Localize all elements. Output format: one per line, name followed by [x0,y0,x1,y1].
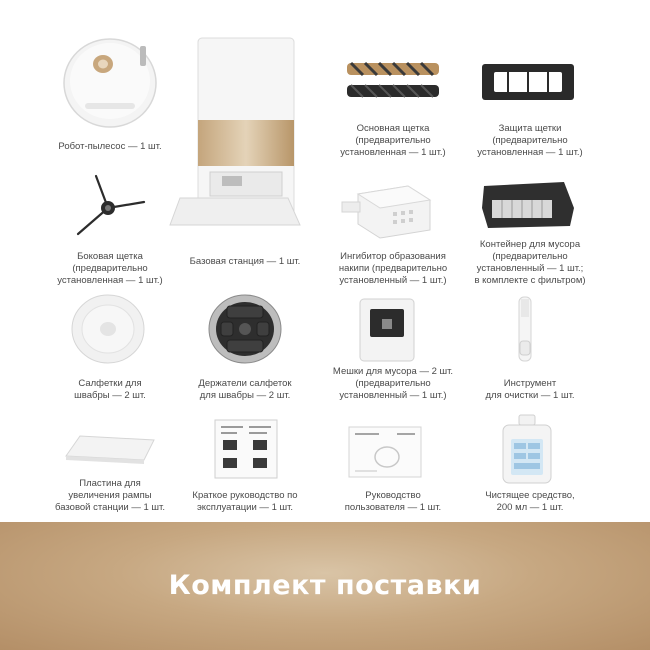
scale-inhibitor-image [338,180,438,240]
banner [0,522,650,650]
cleaning-tool-caption: Инструмент для очистки — 1 шт. [485,378,575,401]
brush-guard-caption: Защита щетки (предварительно установленная — 1 шт.) [477,123,583,158]
ramp-plate-caption: Пластина для увеличения рампы базовой станции — 1 шт. [55,478,165,513]
robot-vacuum-image [55,28,165,133]
robot-vacuum-caption: Робот-пылесос — 1 шт. [58,141,162,152]
mop-pads-caption: Салфетки для швабры — 2 шт. [74,378,146,401]
quick-guide-caption: Краткое руководство по эксплуатации — 1 шт. [192,490,298,513]
side-brush-image [68,172,148,242]
side-brush-caption: Боковая щетка (предварительно установленная — 1 шт.) [57,251,163,286]
main-brush-image [343,55,443,105]
base-station-caption: Базовая станция — 1 шт. [189,256,301,267]
base-station-image [160,30,310,230]
banner-title: Комплект поставки [168,570,482,601]
user-manual-caption: Руководство пользователя — 1 шт. [344,490,442,513]
dust-bags-image [352,295,422,365]
cleaning-solution-caption: Чистящее средство, 200 мл — 1 шт. [485,490,575,513]
mop-holders-image [205,292,285,366]
cleaning-tool-image [505,293,545,365]
quick-guide-image [213,418,279,480]
dust-bin-caption: Контейнер для мусора (предварительно установленный — 1 шт.; в комплекте с фильтром) [474,239,586,286]
dust-bags-caption: Мешки для мусора — 2 шт. (предварительно установленный — 1 шт.) [332,366,454,401]
mop-pads-image [68,292,148,366]
dust-bin-image [478,178,578,233]
mop-holders-caption: Держатели салфеток для швабры — 2 шт. [198,378,292,401]
cleaning-solution-image [497,413,557,485]
scale-inhibitor-caption: Ингибитор образования накипи (предварительно установленный — 1 шт.) [338,251,448,286]
main-brush-caption: Основная щетка (предварительно установленная — 1 шт.) [340,123,446,158]
user-manual-image [347,425,423,480]
brush-guard-image [478,58,578,108]
ramp-plate-image [60,428,160,468]
